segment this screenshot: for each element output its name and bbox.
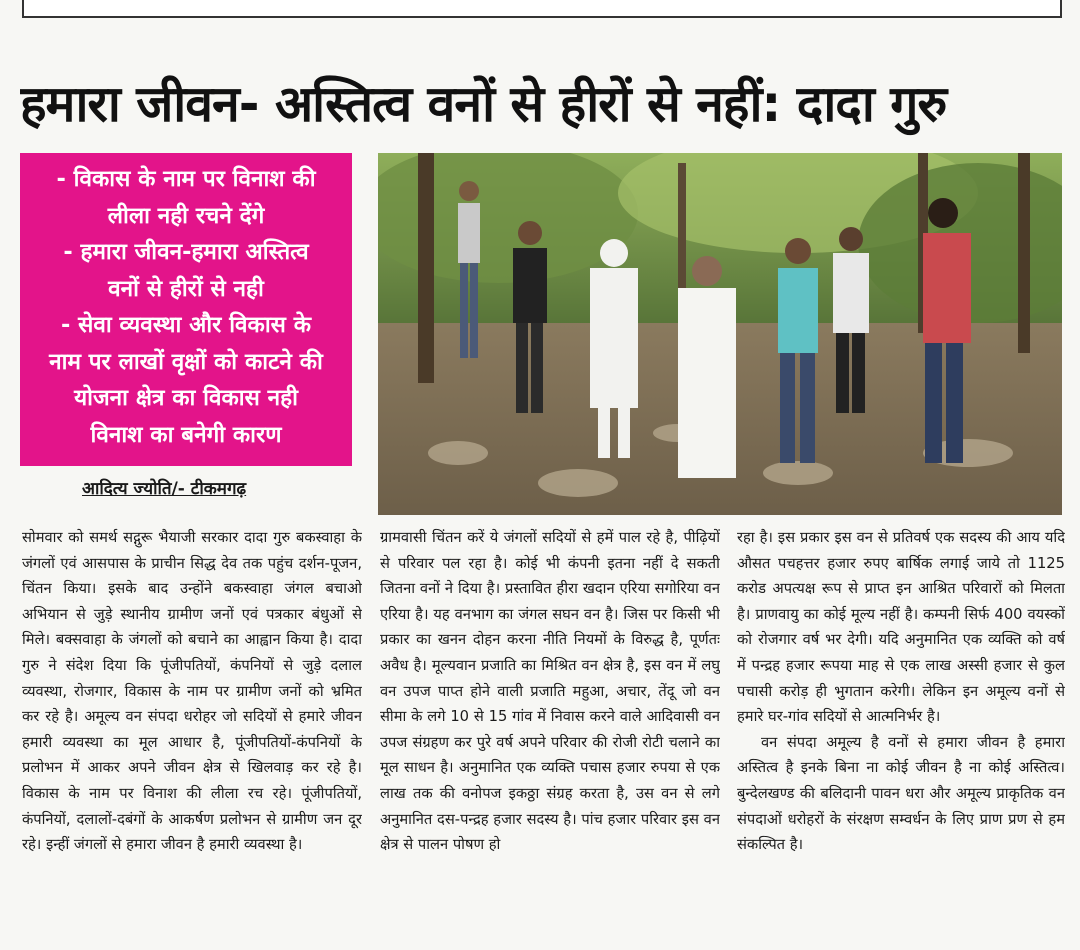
article-column-2 xyxy=(380,525,720,945)
highlight-line: लीला नही रचने देंगे xyxy=(107,202,265,229)
highlight-line: - विकास के नाम पर विनाश की xyxy=(56,166,316,192)
highlight-line: योजना क्षेत्र का विकास नही xyxy=(74,385,298,411)
paragraph: सोमवार को समर्थ सद्गुरू भैयाजी सरकार दादा गुरु बकस्वाहा के जंगलों एवं आसपास के प्राचीन सिद्ध देव तक पहुंच दर्शन-पूजन, चिंतन किया। इसके बाद उन्होंने बकस्वाहा जंगल बचाओ अभियान से जुड़े स्थानीय ग्रामीण जनों एवं पत्रकार बंधुओं से मिले। बक्सवाहा के जंगलों को बचाने का आह्वान किया है। दादा गुरु ने संदेश दिया कि पूंजीपतियों, कंपनियों से जुड़े दलाल व्यवस्था, रोजगार, विकास के नाम पर ग्रामीण जनों को भ्रमित कर रहे है। अमूल्य वन संपदा धरोहर जो सदियों से हमारे जीवन हमारी व्यवस्था का मूल आधार है, पूंजीपतियों-कंपनियों के प्रलोभन में आकर अपने जीवन क्षेत्र से खिलवाड़ कर रहे है। विकास के नाम पर विनाश की लीला रच रहे। पूंजीपतियों, कंपनियों, दलालों-दबंगों के आकर्षण प्रलोभन से ग्रामीण जन दूर रहे। इन्हीं जंगलों से हमारा जीवन है हमारी व्यवस्था है। xyxy=(22,529,362,854)
article-column-3 xyxy=(737,525,1065,945)
paragraph: ग्रामवासी चिंतन करें ये जंगलों सदियों से हमें पाल रहे है, पीढ़ियों से परिवार पल रहा है। कोई भी कंपनी इतना नहीं दे सकती जितना वनों ने दिया है। प्रस्तावित हीरा खदान एरिया सगोरिया वन एरिया है। यह वनभाग का जंगल सघन वन है। जिस पर किसी भी प्रकार का खनन दोहन करना नीति नियमों के विरुद्ध है, पूर्णतः अवैध है। मूल्यवान प्रजाति का मिश्रित वन क्षेत्र है, इस वन में लघु वन उपज पाप्त होने वाली प्रजाति महुआ, अचार, तेंदू जो वन सीमा के लगे 10 से 15 गांव में निवास करने वाले आदिवासी वन उपज संग्रहण कर पुरे वर्ष अपने परिवार की रोजी रोटी चलाने का मूल साधन है। अनुमानित एक व्यक्ति पचास हजार रुपया से एक लाख तक की वनोपज इकठ्ठा संग्रह करता है, उस वन से लगे अनुमानित दस-पन्द्रह हजार सदस्य है। पांच हजार परिवार इस वन क्षेत्र से पालन पोषण हो xyxy=(380,529,720,854)
headline: हमारा जीवन- अस्तित्व वनों से हीरों से नहीं: दादा गुरु xyxy=(20,75,947,133)
byline: आदित्य ज्योति/- टीकमगढ़ xyxy=(82,479,247,499)
previous-article-frame xyxy=(22,0,1062,18)
photo-illustration xyxy=(378,153,1062,515)
paragraph: वन संपदा अमूल्य है वनों से हमारा जीवन है हमारा अस्तित्व है इनके बिना ना कोई जीवन है ना कोई अस्तित्व। बुन्देलखण्ड की बलिदानी पावन धरा और अमूल्य प्राकृतिक वन संपदाओं धरोहरों के संरक्षण सम्वर्धन के लिए प्राण प्रण से हम संकल्पित है। xyxy=(737,733,1065,854)
highlight-line: नाम पर लाखों वृक्षों को काटने की xyxy=(49,348,323,375)
highlight-line: - हमारा जीवन-हमारा अस्तित्व xyxy=(63,239,309,265)
highlight-line: विनाश का बनेगी कारण xyxy=(90,421,282,448)
highlight-line: - सेवा व्यवस्था और विकास के xyxy=(61,312,311,338)
article-column-1 xyxy=(22,525,362,945)
paragraph: रहा है। इस प्रकार इस वन से प्रतिवर्ष एक सदस्य की आय यदि औसत पचहत्तर हजार रुपए बार्षिक लगाई जाये तो 1125 करोड अपत्यक्ष रूप से प्राप्त इन आश्रित परिवारों को मिलता है। प्राणवायु का कोई मूल्य नहीं है। कम्पनी सिर्फ 400 वयस्कों को रोजगार वर्ष भर देगी। यदि अनुमानित एक व्यक्ति को वर्ष में पन्द्रह हजार रूपया माह से एक लाख अस्सी हजार से कुल पचासी करोड़ ही भुगतान करेगी। लेकिन इन अमूल्य वनों से हमारे घर-गांव सदियों से आत्मनिर्भर है। xyxy=(737,529,1065,726)
forest-walk-photo xyxy=(378,153,1062,515)
highlights-box xyxy=(20,153,352,466)
highlight-line: वनों से हीरों से नही xyxy=(108,275,264,302)
